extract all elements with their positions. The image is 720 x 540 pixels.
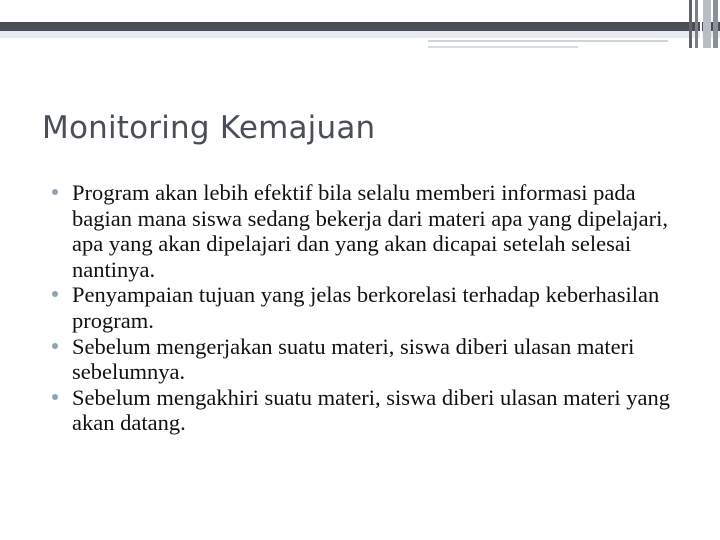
bullet-dot-icon <box>52 343 58 349</box>
header-band-top <box>0 0 720 22</box>
corner-stripe <box>689 0 692 48</box>
slide-title: Monitoring Kemajuan <box>42 110 376 146</box>
header-underline-short <box>428 46 578 48</box>
bullet-text: Program akan lebih efektif bila selalu memberi informasi pada bagian mana siswa sedang bekerja dari materi apa yang dipelajari, apa yang akan dipelajari dan yang akan dicapai setelah selesai nantinya. <box>72 180 668 282</box>
bullet-dot-icon <box>52 189 58 195</box>
header-band-light <box>0 31 720 38</box>
corner-stripe <box>700 0 702 48</box>
corner-stripe <box>695 0 698 48</box>
header-underline-long <box>428 40 668 42</box>
bullet-dot-icon <box>52 394 58 400</box>
bullet-list <box>52 180 692 436</box>
corner-stripe <box>703 0 711 48</box>
bullet-dot-icon <box>52 291 58 297</box>
corner-stripe <box>713 0 718 48</box>
bullet-item <box>52 334 692 385</box>
bullet-item <box>52 385 692 436</box>
bullet-text: Sebelum mengakhiri suatu materi, siswa diberi ulasan materi yang akan datang. <box>72 384 670 436</box>
bullet-item <box>52 282 692 333</box>
bullet-text: Penyampaian tujuan yang jelas berkorelasi terhadap keberhasilan program. <box>72 282 660 333</box>
bullet-item <box>52 180 692 282</box>
bullet-text: Sebelum mengerjakan suatu materi, siswa diberi ulasan materi sebelumnya. <box>72 333 635 385</box>
header-band-dark <box>0 22 720 31</box>
